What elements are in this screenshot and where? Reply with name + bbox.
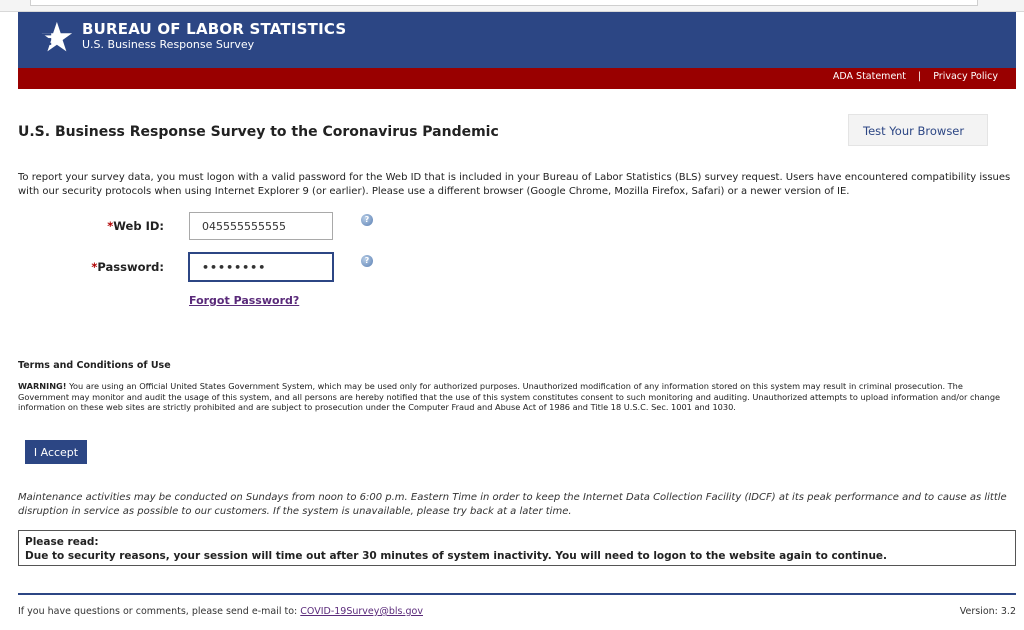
session-timeout-notice [18, 530, 1016, 566]
web-id-label-text: Web ID: [113, 219, 164, 233]
footer-contact [18, 606, 423, 617]
agency-subtitle: U.S. Business Response Survey [82, 38, 255, 51]
link-separator: | [918, 71, 922, 82]
password-help-icon[interactable]: ? [361, 255, 373, 267]
web-id-label [14, 219, 164, 233]
warning-text [18, 381, 1008, 413]
notice-heading: Please read: [25, 536, 99, 548]
agency-name: BUREAU OF LABOR STATISTICS [82, 20, 347, 38]
site-header [18, 12, 1016, 68]
test-browser-link[interactable]: Test Your Browser [848, 114, 988, 146]
accept-button[interactable]: I Accept [25, 440, 87, 464]
utility-links [833, 71, 998, 82]
web-id-input[interactable] [189, 212, 333, 240]
forgot-password-link[interactable]: Forgot Password? [189, 294, 300, 307]
password-label [14, 260, 164, 274]
required-asterisk: * [91, 260, 98, 274]
ada-statement-link[interactable]: ADA Statement [832, 71, 907, 82]
password-input[interactable] [189, 253, 333, 281]
warning-lead: WARNING! [18, 381, 67, 391]
privacy-policy-link[interactable]: Privacy Policy [933, 71, 998, 82]
footer-contact-text: If you have questions or comments, please send e-mail to: [18, 606, 301, 617]
browser-chrome-strip [0, 0, 1024, 12]
address-bar-edge[interactable] [30, 0, 978, 6]
warning-body: You are using an Official United States Government System, which may be used only for authorized purposes. Unauthorized modification of any information stored on this system may result in criminal prosecution. The Government may monitor and audit the usage of this system, and all persons are hereby notified that the use of this system constitutes consent to such monitoring and auditing. Unauthorized attempts to upload information and/or change information on these web sites are strictly prohibited and are subject to prosecution under the Computer Fraud and Abuse Act of 1986 and Title 18 U.S.C. Sec. 1001 and 1030. [18, 381, 1001, 412]
footer-divider [18, 593, 1016, 595]
bls-star-logo-icon[interactable] [36, 20, 74, 58]
utility-bar [18, 68, 1016, 89]
version-label: Version: 3.2 [959, 606, 1016, 617]
page-title: U.S. Business Response Survey to the Coronavirus Pandemic [18, 124, 499, 140]
required-asterisk: * [107, 219, 114, 233]
web-id-help-icon[interactable]: ? [361, 214, 373, 226]
terms-heading: Terms and Conditions of Use [18, 360, 171, 371]
maintenance-notice: Maintenance activities may be conducted on Sundays from noon to 6:00 p.m. Eastern Time in order to keep the Internet Data Collection Facility (IDCF) at its peak performance and to cause as little disruption in service as possible to our customers. If the system is unavailable, please try back at a later time. [18, 492, 1007, 517]
intro-paragraph: To report your survey data, you must logon with a valid password for the Web ID that is included in your Bureau of Labor Statistics (BLS) survey request. Users have encountered compatibility issues with our security protocols when using Internet Explorer 9 (or earlier). Please use a different browser (Google Chrome, Mozilla Firefox, Safari) or a newer version of IE. [18, 172, 1011, 197]
password-label-text: Password: [97, 260, 164, 274]
notice-body: Due to security reasons, your session will time out after 30 minutes of system inactivity. You will need to logon to the website again to continue. [25, 550, 888, 562]
support-email-link[interactable]: COVID-19Survey@bls.gov [300, 606, 423, 617]
